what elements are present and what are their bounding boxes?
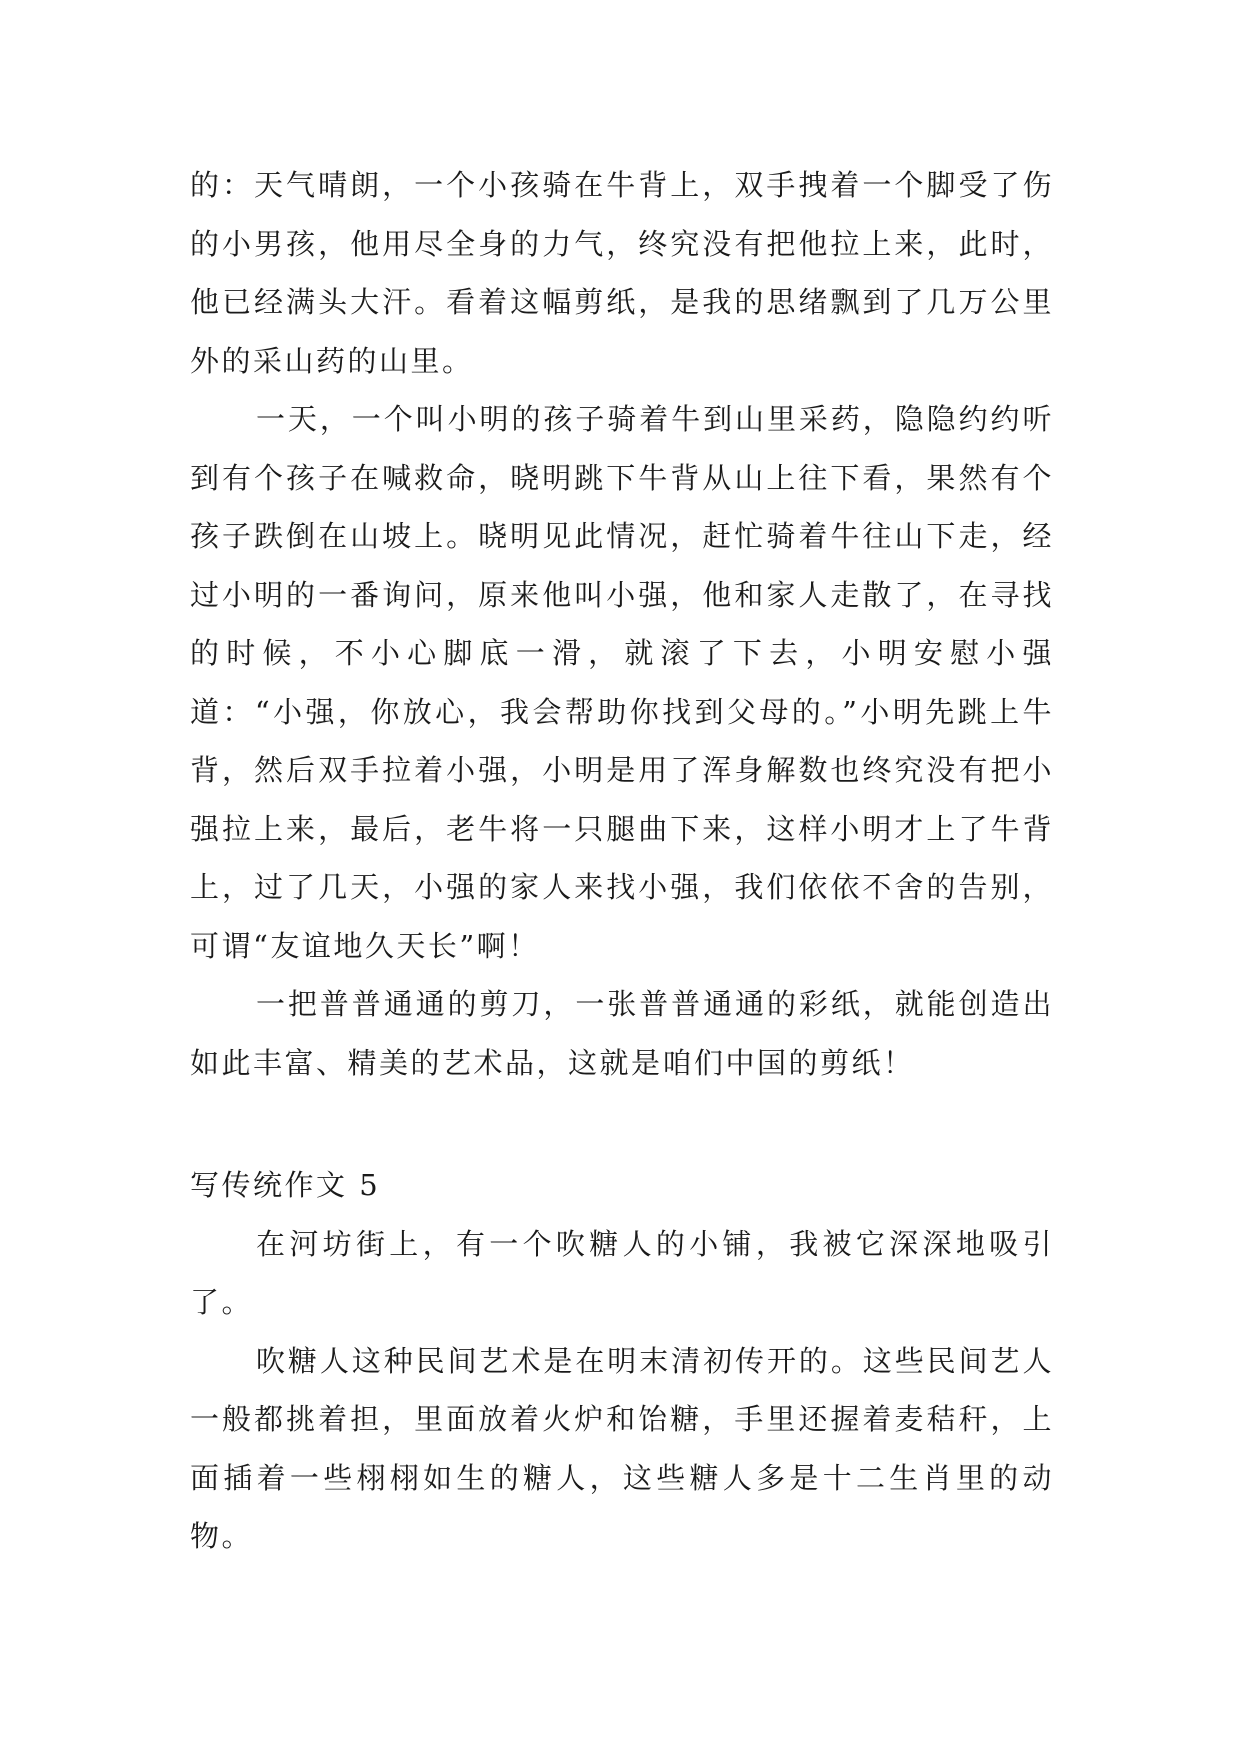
paragraph-intro: 在河坊街上，有一个吹糖人的小铺，我被它深深地吸引了。 xyxy=(190,1226,1054,1319)
paragraph-continued: 的：天气晴朗，一个小孩骑在牛背上，双手拽着一个脚受了伤的小男孩，他用尽全身的力气，终究没有把他拉上来，此时，他已经满头大汗。看着这幅剪纸，是我的思绪飘到了几万公里外的采山药的山里。 xyxy=(190,168,1054,378)
paragraph-history: 吹糖人这种民间艺术是在明末清初传开的。这些民间艺人一般都挑着担，里面放着火炉和饴糖，手里还握着麦秸秆，上面插着一些栩栩如生的糖人，这些糖人多是十二生肖里的动物。 xyxy=(190,1343,1054,1553)
paragraph-conclusion: 一把普普通通的剪刀，一张普普通通的彩纸，就能创造出如此丰富、精美的艺术品，这就是咱们中国的剪纸！ xyxy=(190,987,1054,1080)
document-body xyxy=(190,156,1054,1566)
paragraph-story: 一天，一个叫小明的孩子骑着牛到山里采药，隐隐约约听到有个孩子在喊救命，晓明跳下牛背从山上往下看，果然有个孩子跌倒在山坡上。晓明见此情况，赶忙骑着牛往山下走，经过小明的一番询问，原来他叫小强，他和家人走散了，在寻找的时候，不小心脚底一滑，就滚了下去，小明安慰小强道：“小强，你放心，我会帮助你找到父母的。”小明先跳上牛背，然后双手拉着小强，小明是用了浑身解数也终究没有把小强拉上来，最后，老牛将一只腿曲下来，这样小明才上了牛背上，过了几天，小强的家人来找小强，我们依依不舍的告别，可谓“友谊地久天长”啊！ xyxy=(190,402,1054,963)
section-title: 写传统作文 5 xyxy=(190,1168,381,1202)
